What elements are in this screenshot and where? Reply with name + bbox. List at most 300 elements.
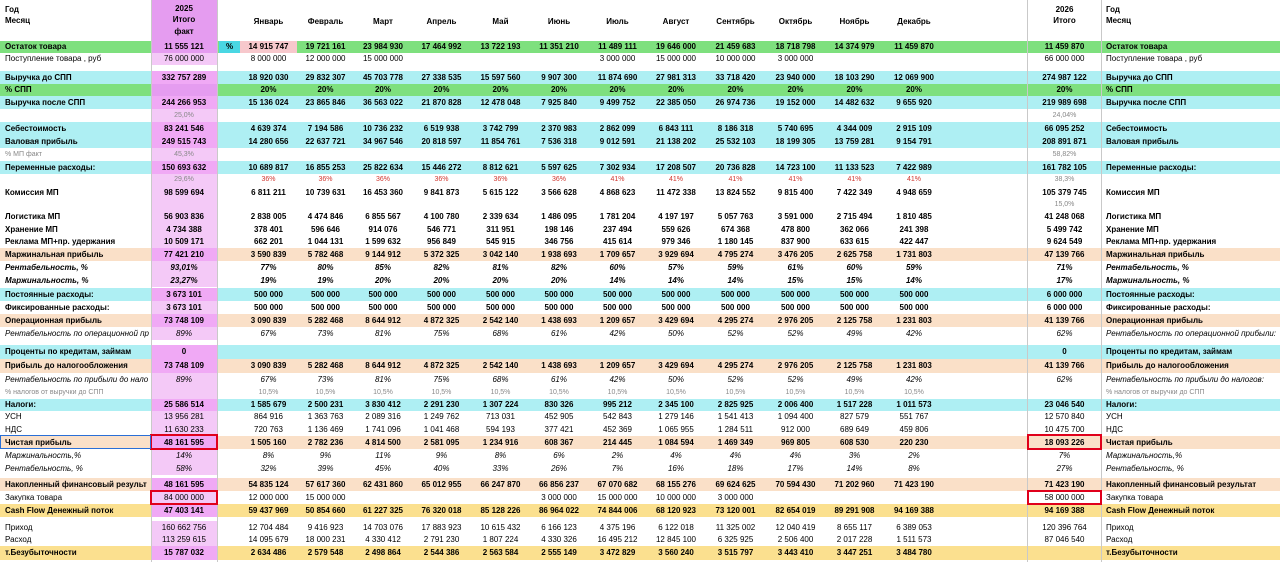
month-cell-3[interactable] [354, 491, 412, 504]
month-cell-12[interactable]: 41% [906, 176, 921, 183]
month-cell-3[interactable]: 36% [375, 176, 390, 183]
right-row-label[interactable]: Маржинальность, % [1106, 276, 1190, 285]
month-cell-12[interactable]: 2% [908, 451, 920, 460]
month-cell-4[interactable] [412, 109, 471, 122]
month-cell-7[interactable]: 16 495 212 [597, 535, 638, 544]
right-total-cell[interactable]: 105 379 745 [1042, 188, 1087, 197]
month-cell-6[interactable]: 6 166 123 [541, 523, 577, 532]
total-cell[interactable]: 160 662 756 [151, 521, 217, 534]
month-cell-7[interactable]: 4 375 196 [599, 523, 636, 532]
month-cell-10[interactable] [766, 109, 825, 122]
month-cell-4[interactable]: 4 100 780 [423, 212, 460, 221]
month-cell-4[interactable]: 20% [433, 276, 450, 285]
month-cell-9[interactable]: 73 120 001 [715, 506, 756, 515]
month-cell-4[interactable]: 76 320 018 [421, 506, 462, 515]
right-total-cell[interactable]: 62% [1056, 375, 1073, 384]
month-cell-11[interactable]: 500 000 [840, 290, 869, 299]
month-cell-9[interactable]: 1 541 413 [717, 412, 754, 421]
month-cell-2[interactable]: 500 000 [311, 290, 340, 299]
month-cell-8[interactable]: 500 000 [661, 290, 691, 299]
month-cell-11[interactable]: 7 422 349 [836, 188, 873, 197]
month-cell-2[interactable]: 7 194 586 [307, 124, 344, 133]
month-cell-8[interactable]: 6 122 018 [658, 523, 694, 532]
month-cell-2[interactable]: 29 832 307 [305, 73, 346, 82]
month-cell-6[interactable]: 5 597 625 [541, 163, 577, 172]
right-total-cell[interactable]: 18 093 226 [1044, 438, 1085, 447]
month-cell-8[interactable] [647, 199, 705, 210]
month-cell-7[interactable] [588, 199, 647, 210]
month-cell-4[interactable]: 4 872 325 [423, 316, 460, 325]
month-cell-10[interactable]: 2 976 205 [777, 316, 814, 325]
month-cell-4[interactable]: 1 249 762 [423, 412, 460, 421]
month-cell-4[interactable]: 4 872 325 [423, 361, 460, 370]
month-cell-8[interactable]: 15 000 000 [655, 54, 697, 63]
month-cell-5[interactable]: 20% [492, 276, 509, 285]
month-cell-6[interactable]: 82% [550, 263, 567, 272]
month-cell-11[interactable]: 11 133 523 [834, 163, 875, 172]
month-cell-12[interactable]: 7 422 989 [896, 163, 932, 172]
month-cell-8[interactable]: 3 429 694 [658, 361, 694, 370]
right-row-label[interactable]: Маржинальность,% [1106, 451, 1183, 460]
right-total-cell[interactable]: 66 095 252 [1044, 124, 1085, 133]
month-cell-6[interactable]: 3 566 628 [541, 188, 577, 197]
month-cell-11[interactable]: 2 625 758 [836, 250, 873, 259]
total-cell[interactable]: 77 421 210 [151, 248, 217, 261]
month-cell-8[interactable]: 4 197 197 [658, 212, 694, 221]
row-label[interactable]: Фиксированные расходы: [5, 303, 110, 312]
month-cell-12[interactable]: 59% [905, 263, 922, 272]
right-row-label[interactable]: Закупка товара [1106, 493, 1164, 502]
month-cell-1[interactable]: 10 689 817 [248, 163, 289, 172]
month-cell-10[interactable]: 1 094 400 [777, 412, 814, 421]
month-cell-2[interactable]: 80% [317, 263, 334, 272]
month-cell-1[interactable]: 18 920 030 [248, 73, 289, 82]
month-cell-1[interactable]: 500 000 [254, 290, 283, 299]
month-cell-9[interactable]: 4% [729, 451, 742, 460]
month-cell-4[interactable]: 2 791 230 [423, 535, 460, 544]
month-cell-10[interactable]: 52% [787, 375, 804, 384]
month-cell-4[interactable]: 9 841 873 [423, 188, 460, 197]
month-cell-4[interactable]: 36% [434, 176, 449, 183]
month-cell-6[interactable]: 66 856 237 [538, 480, 580, 489]
month-cell-4[interactable]: 15 446 272 [421, 163, 462, 172]
month-cell-9[interactable]: 2 825 925 [717, 400, 754, 409]
right-row-label[interactable]: Рентабельность, % [1106, 263, 1189, 272]
row-label[interactable] [0, 199, 151, 210]
month-cell-1[interactable]: 12 000 000 [248, 493, 289, 502]
month-cell-8[interactable]: 12 845 100 [655, 535, 697, 544]
month-cell-12[interactable]: 9 154 791 [896, 137, 932, 146]
month-cell-8[interactable]: 6 843 111 [658, 124, 694, 133]
month-cell-5[interactable]: 11 854 761 [480, 137, 521, 146]
month-cell-7[interactable] [588, 148, 647, 161]
month-cell-6[interactable]: 4 330 326 [541, 535, 577, 544]
month-cell-4[interactable]: 546 771 [427, 225, 456, 234]
month-cell-11[interactable]: 14% [846, 464, 863, 473]
month-cell-10[interactable] [766, 345, 825, 359]
month-cell-10[interactable]: 3 591 000 [777, 212, 814, 221]
month-cell-6[interactable] [530, 199, 588, 210]
month-cell-10[interactable]: 18 718 798 [775, 42, 816, 51]
month-cell-11[interactable]: 3% [848, 451, 861, 460]
month-cell-7[interactable]: 9 499 752 [599, 98, 636, 107]
right-total-cell[interactable]: 27% [1056, 464, 1073, 473]
month-cell-9[interactable]: 52% [727, 329, 744, 338]
month-cell-7[interactable]: 542 843 [603, 412, 632, 421]
month-cell-8[interactable]: 21 138 202 [655, 137, 697, 146]
month-cell-7[interactable]: 7 302 934 [599, 163, 636, 172]
month-cell-10[interactable]: 15% [787, 276, 804, 285]
month-cell-2[interactable]: 1 136 469 [307, 425, 344, 434]
month-cell-7[interactable]: 237 494 [603, 225, 632, 234]
month-cell-9[interactable]: 52% [727, 375, 744, 384]
month-cell-9[interactable]: 4 295 274 [717, 316, 754, 325]
month-cell-9[interactable] [705, 109, 766, 122]
row-label[interactable]: Чистая прибыль [5, 438, 72, 447]
month-cell-11[interactable] [825, 109, 884, 122]
month-cell-7[interactable]: 415 614 [603, 237, 632, 246]
month-cell-6[interactable]: 11 351 210 [539, 42, 579, 51]
month-cell-11[interactable]: 71 202 960 [834, 480, 875, 489]
month-cell-9[interactable]: 33 718 420 [715, 73, 756, 82]
month-cell-11[interactable]: 14 482 632 [834, 98, 875, 107]
month-cell-8[interactable]: 11 472 338 [656, 188, 696, 197]
right-row-label[interactable]: Налоги: [1106, 400, 1138, 409]
month-cell-4[interactable]: 5 372 325 [423, 250, 460, 259]
month-cell-12[interactable]: 241 398 [899, 225, 929, 234]
month-cell-6[interactable]: 86 964 022 [538, 506, 580, 515]
month-cell-2[interactable]: 500 000 [311, 303, 340, 312]
month-cell-4[interactable]: 20% [433, 85, 450, 94]
month-cell-12[interactable]: 12 069 900 [893, 73, 935, 82]
month-cell-7[interactable]: 2% [611, 451, 624, 460]
month-cell-10[interactable]: 10,5% [785, 389, 806, 396]
right-total-cell[interactable]: 20% [1056, 85, 1073, 94]
month-cell-12[interactable] [884, 109, 944, 122]
month-cell-11[interactable]: 608 530 [840, 438, 869, 447]
month-cell-3[interactable]: 914 076 [368, 225, 398, 234]
month-cell-12[interactable]: 1 231 803 [896, 361, 932, 370]
total-cell[interactable] [151, 84, 217, 96]
month-cell-5[interactable]: 12 478 048 [480, 98, 521, 107]
right-total-cell[interactable]: 5 499 742 [1046, 225, 1083, 234]
right-total-cell[interactable]: 208 891 871 [1042, 137, 1087, 146]
right-row-label[interactable]: Прибыль до налогообложения [1106, 361, 1229, 370]
month-cell-1[interactable]: 4 639 374 [250, 124, 287, 133]
row-label[interactable]: Выручка после СПП [5, 98, 86, 107]
month-cell-8[interactable]: 559 626 [661, 225, 691, 234]
right-row-label[interactable]: Комиссия МП [1106, 188, 1160, 197]
month-cell-8[interactable]: 41% [668, 176, 683, 183]
month-cell-11[interactable]: 89 291 908 [834, 506, 875, 515]
month-cell-9[interactable]: 3 515 797 [717, 548, 754, 557]
total-cell[interactable]: 0 [151, 345, 217, 359]
right-row-label[interactable]: Расход [1106, 535, 1133, 544]
month-cell-2[interactable]: 2 782 236 [307, 438, 344, 447]
right-total-cell[interactable]: 66 000 000 [1044, 54, 1085, 63]
total-cell[interactable]: 10 509 171 [151, 236, 217, 248]
month-cell-3[interactable]: 11% [375, 451, 391, 460]
row-label[interactable]: Хранение МП [5, 225, 58, 234]
month-cell-1[interactable]: 8 000 000 [250, 54, 287, 63]
month-cell-8[interactable]: 50% [667, 375, 684, 384]
month-cell-4[interactable]: 2 291 230 [423, 400, 460, 409]
month-cell-5[interactable]: 8 812 621 [482, 163, 519, 172]
right-row-label[interactable] [1101, 174, 1280, 186]
right-total-cell[interactable]: 58 000 000 [1044, 493, 1085, 502]
month-cell-1[interactable]: 2 838 005 [250, 212, 287, 221]
month-cell-1[interactable]: 14 915 747 [240, 41, 297, 53]
month-cell-6[interactable] [530, 53, 588, 65]
month-cell-5[interactable]: 8% [494, 451, 507, 460]
total-cell[interactable]: 45,3% [151, 148, 217, 161]
month-cell-1[interactable] [240, 199, 297, 210]
row-label[interactable]: Прибыль до налогообложения [5, 361, 128, 370]
month-cell-12[interactable]: 6 389 053 [896, 523, 932, 532]
month-cell-6[interactable]: 6% [553, 451, 565, 460]
month-cell-3[interactable]: 2 089 316 [365, 412, 401, 421]
month-cell-8[interactable]: 57% [667, 263, 684, 272]
month-cell-5[interactable]: 545 915 [486, 237, 515, 246]
row-label[interactable]: Логистика МП [5, 212, 61, 221]
month-cell-10[interactable]: 969 805 [781, 438, 810, 447]
month-cell-1[interactable]: 19% [260, 276, 277, 285]
total-cell[interactable]: 89% [151, 373, 217, 387]
month-cell-12[interactable] [884, 148, 944, 161]
month-cell-7[interactable]: 15 000 000 [597, 493, 638, 502]
month-cell-12[interactable]: 422 447 [899, 237, 929, 246]
month-cell-12[interactable]: 94 169 388 [893, 506, 935, 515]
month-cell-12[interactable]: 8% [908, 464, 920, 473]
month-cell-8[interactable]: 979 346 [661, 237, 691, 246]
total-cell[interactable]: 15 787 032 [151, 546, 217, 560]
month-cell-9[interactable]: 18% [727, 464, 744, 473]
month-cell-11[interactable]: 14 374 979 [834, 42, 875, 51]
total-cell[interactable]: 249 515 743 [151, 135, 217, 148]
month-cell-6[interactable]: 1 438 693 [541, 361, 577, 370]
month-cell-6[interactable]: 2 555 149 [541, 548, 577, 557]
month-cell-8[interactable] [647, 109, 705, 122]
row-label[interactable]: Маржинальность,% [5, 451, 82, 460]
month-cell-8[interactable]: 14% [667, 276, 684, 285]
month-cell-3[interactable]: 2 498 864 [365, 548, 401, 557]
month-cell-4[interactable]: 2 544 386 [423, 548, 460, 557]
right-row-label[interactable]: Маржинальная прибыль [1106, 250, 1205, 259]
row-label[interactable]: Рентабельность, % [5, 263, 88, 272]
month-cell-6[interactable]: 10,5% [549, 389, 569, 396]
month-cell-10[interactable]: 82 654 019 [775, 506, 816, 515]
month-cell-1[interactable]: 6 811 211 [251, 188, 286, 197]
month-cell-10[interactable]: 2 006 400 [777, 400, 814, 409]
month-cell-4[interactable]: 17 883 923 [421, 523, 462, 532]
month-cell-5[interactable]: 594 193 [486, 425, 515, 434]
month-cell-3[interactable]: 23 984 930 [362, 42, 404, 51]
month-cell-10[interactable]: 3 443 410 [777, 548, 814, 557]
month-cell-12[interactable]: 1 511 573 [896, 535, 932, 544]
month-cell-1[interactable]: 2 634 486 [250, 548, 287, 557]
month-cell-9[interactable]: 4 795 274 [717, 250, 754, 259]
right-row-label[interactable]: Рентабельность, % [1106, 464, 1184, 473]
month-cell-3[interactable]: 45% [374, 464, 391, 473]
month-cell-5[interactable]: 10,5% [490, 389, 511, 396]
month-cell-9[interactable]: 1 180 145 [717, 237, 754, 246]
month-cell-11[interactable]: 2 125 758 [836, 361, 873, 370]
right-total-cell[interactable]: 41 139 766 [1044, 361, 1085, 370]
month-cell-8[interactable]: 27 981 313 [655, 73, 697, 82]
month-cell-4[interactable]: 20 818 597 [421, 137, 462, 146]
month-cell-10[interactable]: 52% [787, 329, 804, 338]
right-total-cell[interactable]: 0 [1062, 347, 1067, 356]
month-cell-11[interactable]: 20% [846, 85, 863, 94]
row-label[interactable]: Постоянные расходы: [5, 290, 94, 299]
month-cell-6[interactable]: 61% [550, 329, 567, 338]
month-cell-11[interactable]: 827 579 [840, 412, 869, 421]
month-cell-2[interactable]: 50 854 660 [305, 506, 346, 515]
month-cell-5[interactable]: 36% [493, 176, 508, 183]
row-label[interactable]: Реклама МП+пр. удержания [5, 237, 116, 246]
month-cell-9[interactable] [705, 199, 766, 210]
month-cell-10[interactable]: 5 740 695 [777, 124, 814, 133]
row-label[interactable]: Маржинальная прибыль [5, 250, 104, 259]
row-label[interactable]: Cash Flow Денежный поток [5, 506, 114, 515]
month-cell-3[interactable] [354, 345, 412, 359]
month-cell-6[interactable]: 3 000 000 [541, 493, 577, 502]
month-cell-5[interactable]: 2 563 584 [482, 548, 519, 557]
month-cell-3[interactable] [354, 148, 412, 161]
month-cell-11[interactable] [825, 345, 884, 359]
month-cell-7[interactable] [588, 345, 647, 359]
right-total-cell[interactable]: 12 570 840 [1044, 412, 1085, 421]
month-cell-11[interactable]: 2 715 494 [836, 212, 873, 221]
total-cell[interactable] [151, 199, 217, 210]
month-cell-5[interactable]: 1 307 224 [482, 400, 519, 409]
total-cell[interactable]: 244 266 953 [151, 96, 217, 109]
row-label[interactable]: % налогов от выручки до СПП [5, 389, 104, 396]
total-cell[interactable]: 4 734 388 [151, 223, 217, 236]
month-cell-10[interactable]: 3 476 205 [777, 250, 814, 259]
month-cell-5[interactable]: 81% [492, 263, 509, 272]
month-cell-9[interactable]: 20 736 828 [715, 163, 756, 172]
total-cell[interactable]: 89% [151, 327, 217, 340]
month-cell-7[interactable]: 1 209 657 [599, 361, 636, 370]
month-cell-2[interactable] [297, 199, 354, 210]
month-cell-5[interactable] [471, 109, 530, 122]
month-cell-6[interactable]: 7 925 840 [541, 98, 577, 107]
month-cell-6[interactable]: 1 486 095 [541, 212, 577, 221]
row-label[interactable] [0, 174, 151, 186]
month-cell-9[interactable]: 8 186 318 [717, 124, 754, 133]
month-cell-10[interactable]: 61% [787, 263, 804, 272]
month-cell-1[interactable]: 14 280 656 [248, 137, 289, 146]
month-cell-3[interactable]: 45 703 778 [362, 73, 404, 82]
right-row-label[interactable]: Логистика МП [1106, 212, 1162, 221]
row-label[interactable]: Рентабельность, % [5, 464, 83, 473]
month-cell-10[interactable]: 4% [789, 451, 802, 460]
month-cell-1[interactable]: 378 401 [254, 225, 283, 234]
month-cell-7[interactable]: 500 000 [603, 290, 632, 299]
month-cell-1[interactable]: 3 090 839 [250, 316, 287, 325]
month-cell-2[interactable]: 36% [318, 176, 333, 183]
row-label[interactable]: Приход [5, 523, 33, 532]
right-total-cell[interactable] [1028, 387, 1101, 399]
month-cell-4[interactable] [412, 148, 471, 161]
month-cell-1[interactable]: 3 090 839 [250, 361, 287, 370]
month-cell-5[interactable] [471, 345, 530, 359]
right-row-label[interactable]: Рентабельность по прибыли до налогов: [1106, 375, 1264, 384]
right-total-cell[interactable]: 6 000 000 [1046, 303, 1083, 312]
right-row-label[interactable]: т.Безубыточности [1106, 548, 1178, 557]
month-cell-3[interactable]: 15 000 000 [362, 54, 404, 63]
month-cell-2[interactable]: 19 721 161 [305, 42, 346, 51]
total-cell[interactable]: 113 259 615 [151, 534, 217, 546]
month-cell-10[interactable]: 12 040 419 [775, 523, 816, 532]
right-total-cell[interactable]: 161 782 105 [1042, 163, 1087, 172]
row-label[interactable]: УСН [5, 412, 22, 421]
month-cell-8[interactable]: 22 385 050 [655, 98, 697, 107]
month-cell-12[interactable]: 42% [905, 329, 922, 338]
row-label[interactable]: Рентабельность по прибыли до нало [5, 375, 149, 384]
month-cell-9[interactable]: 13 824 552 [715, 188, 756, 197]
month-cell-8[interactable]: 3 429 694 [658, 316, 694, 325]
right-total-cell[interactable]: 219 989 698 [1042, 98, 1087, 107]
right-row-label[interactable]: Остаток товара [1106, 42, 1168, 51]
month-cell-2[interactable]: 596 646 [311, 225, 340, 234]
month-cell-12[interactable]: 551 767 [899, 412, 929, 421]
month-cell-4[interactable]: 75% [433, 375, 450, 384]
month-cell-9[interactable]: 5 057 763 [717, 212, 754, 221]
month-cell-5[interactable]: 68% [492, 329, 509, 338]
month-cell-2[interactable]: 73% [317, 329, 334, 338]
month-cell-10[interactable]: 500 000 [781, 290, 810, 299]
month-cell-10[interactable]: 500 000 [781, 303, 810, 312]
month-cell-3[interactable]: 62 431 860 [362, 480, 404, 489]
total-cell[interactable]: 47 403 141 [151, 504, 217, 517]
month-cell-11[interactable]: 49% [846, 329, 863, 338]
month-cell-1[interactable]: 864 916 [254, 412, 283, 421]
month-cell-4[interactable]: 40% [433, 464, 450, 473]
month-cell-12[interactable]: 500 000 [899, 303, 929, 312]
month-cell-2[interactable]: 19% [317, 276, 334, 285]
month-cell-5[interactable]: 311 951 [486, 225, 515, 234]
total-cell[interactable]: 93,01% [151, 261, 217, 274]
right-row-label[interactable]: Постоянные расходы: [1106, 290, 1195, 299]
total-cell[interactable]: 83 241 546 [151, 122, 217, 135]
total-cell[interactable]: 11 555 121 [151, 41, 217, 53]
month-cell-9[interactable]: 20% [727, 85, 744, 94]
row-label[interactable]: Валовая прибыль [5, 137, 78, 146]
month-cell-8[interactable] [647, 148, 705, 161]
month-cell-10[interactable] [766, 199, 825, 210]
month-cell-7[interactable]: 10,5% [607, 389, 628, 396]
right-total-cell[interactable]: 23 046 540 [1044, 400, 1085, 409]
month-cell-9[interactable]: 500 000 [721, 290, 750, 299]
month-cell-6[interactable] [530, 109, 588, 122]
month-cell-11[interactable]: 41% [847, 176, 862, 183]
month-cell-11[interactable]: 60% [846, 263, 863, 272]
month-cell-2[interactable] [297, 345, 354, 359]
month-cell-2[interactable]: 16 855 253 [305, 163, 346, 172]
month-cell-8[interactable]: 20% [667, 85, 684, 94]
right-row-label[interactable]: Выручка после СПП [1106, 98, 1187, 107]
month-cell-11[interactable]: 18 103 290 [834, 73, 875, 82]
month-cell-12[interactable] [884, 199, 944, 210]
month-cell-2[interactable]: 9% [319, 451, 332, 460]
month-cell-5[interactable]: 5 615 122 [482, 188, 519, 197]
right-total-cell[interactable]: 62% [1056, 329, 1073, 338]
month-cell-3[interactable]: 20% [374, 276, 391, 285]
month-cell-6[interactable]: 20% [550, 85, 567, 94]
right-row-label[interactable]: Валовая прибыль [1106, 137, 1179, 146]
